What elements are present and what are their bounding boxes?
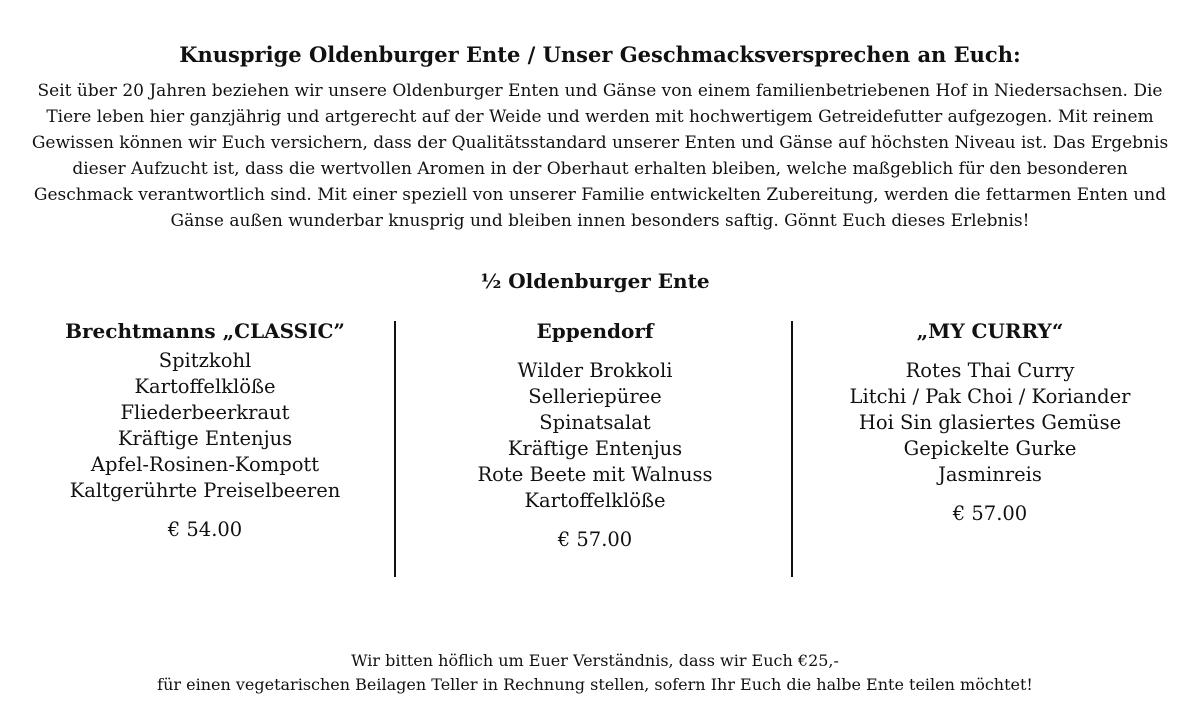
menu-price: € 57.00	[952, 502, 1028, 525]
menu-column-title: Brechtmanns „CLASSIC”	[65, 319, 345, 343]
menu-item: Rote Beete mit Walnuss	[477, 463, 713, 486]
menu-item-list	[20, 348, 390, 504]
footer-line: für einen vegetarischen Beilagen Teller in Rechnung stellen, sofern Ihr Euch die halbe Ente teilen möchtet!	[157, 675, 1033, 694]
menu-item: Kräftige Entenjus	[117, 427, 293, 450]
intro-paragraph: Seit über 20 Jahren beziehen wir unsere Oldenburger Enten und Gänse von einem familienbetriebenen Hof in Niedersachsen. Die Tiere leben hier ganzjährig und artgerecht auf der Weide und werden mit hochwertigem Getreidefutter aufgezogen. Mit reinem Gewissen können wir Euch versichern, dass der Qualitätsstandard unserer Enten und Gänse auf höchsten Niveau ist. Das Ergebnis dieser Aufzucht ist, dass die wertvollen Aromen in der Oberhaut erhalten bleiben, welche maßgeblich für den besonderen Geschmack verantwortlich sind. Mit einer speziell von unserer Familie entwickelten Zubereitung, werden die fettarmen Enten und Gänse außen wunderbar knusprig und bleiben innen besonders saftig. Gönnt Euch dieses Erlebnis!	[31, 81, 1169, 231]
menu-column-eppendorf	[400, 316, 790, 553]
menu-item: Rotes Thai Curry	[905, 359, 1075, 382]
column-divider	[394, 321, 396, 577]
menu-item: Hoi Sin glasiertes Gemüse	[858, 411, 1122, 434]
menu-item-list	[400, 358, 790, 514]
menu-column-title: „MY CURRY“	[916, 319, 1064, 343]
menu-item: Wilder Brokkoli	[517, 359, 673, 382]
menu-item: Litchi / Pak Choi / Koriander	[849, 385, 1131, 408]
menu-item: Kräftige Entenjus	[507, 437, 683, 460]
menu-item: Jasminreis	[938, 463, 1042, 486]
menu-item-list	[800, 358, 1180, 488]
menu-item: Fliederbeerkraut	[120, 401, 290, 424]
menu-item: Apfel-Rosinen-Kompott	[90, 453, 320, 476]
column-divider	[791, 321, 793, 577]
menu-column-my-curry	[800, 316, 1180, 527]
page-title: Knusprige Oldenburger Ente / Unser Geschmacksversprechen an Euch:	[179, 42, 1021, 67]
menu-item: Spitzkohl	[158, 349, 252, 372]
menu-item: Kartoffelklöße	[524, 489, 666, 512]
menu-item: Selleriepüree	[528, 385, 662, 408]
menu-price: € 54.00	[167, 518, 243, 541]
footer-note	[0, 649, 1190, 697]
section-title: ½ Oldenburger Ente	[480, 269, 710, 293]
menu-item: Gepickelte Gurke	[903, 437, 1077, 460]
menu-column-classic	[20, 316, 390, 543]
menu-item: Kartoffelklöße	[134, 375, 276, 398]
menu-item: Spinatsalat	[539, 411, 651, 434]
footer-line: Wir bitten höflich um Euer Verständnis, dass wir Euch €25,-	[351, 651, 839, 670]
menu-price: € 57.00	[557, 528, 633, 551]
menu-item: Kaltgerührte Preiselbeeren	[69, 479, 341, 502]
menu-column-title: Eppendorf	[536, 319, 654, 343]
